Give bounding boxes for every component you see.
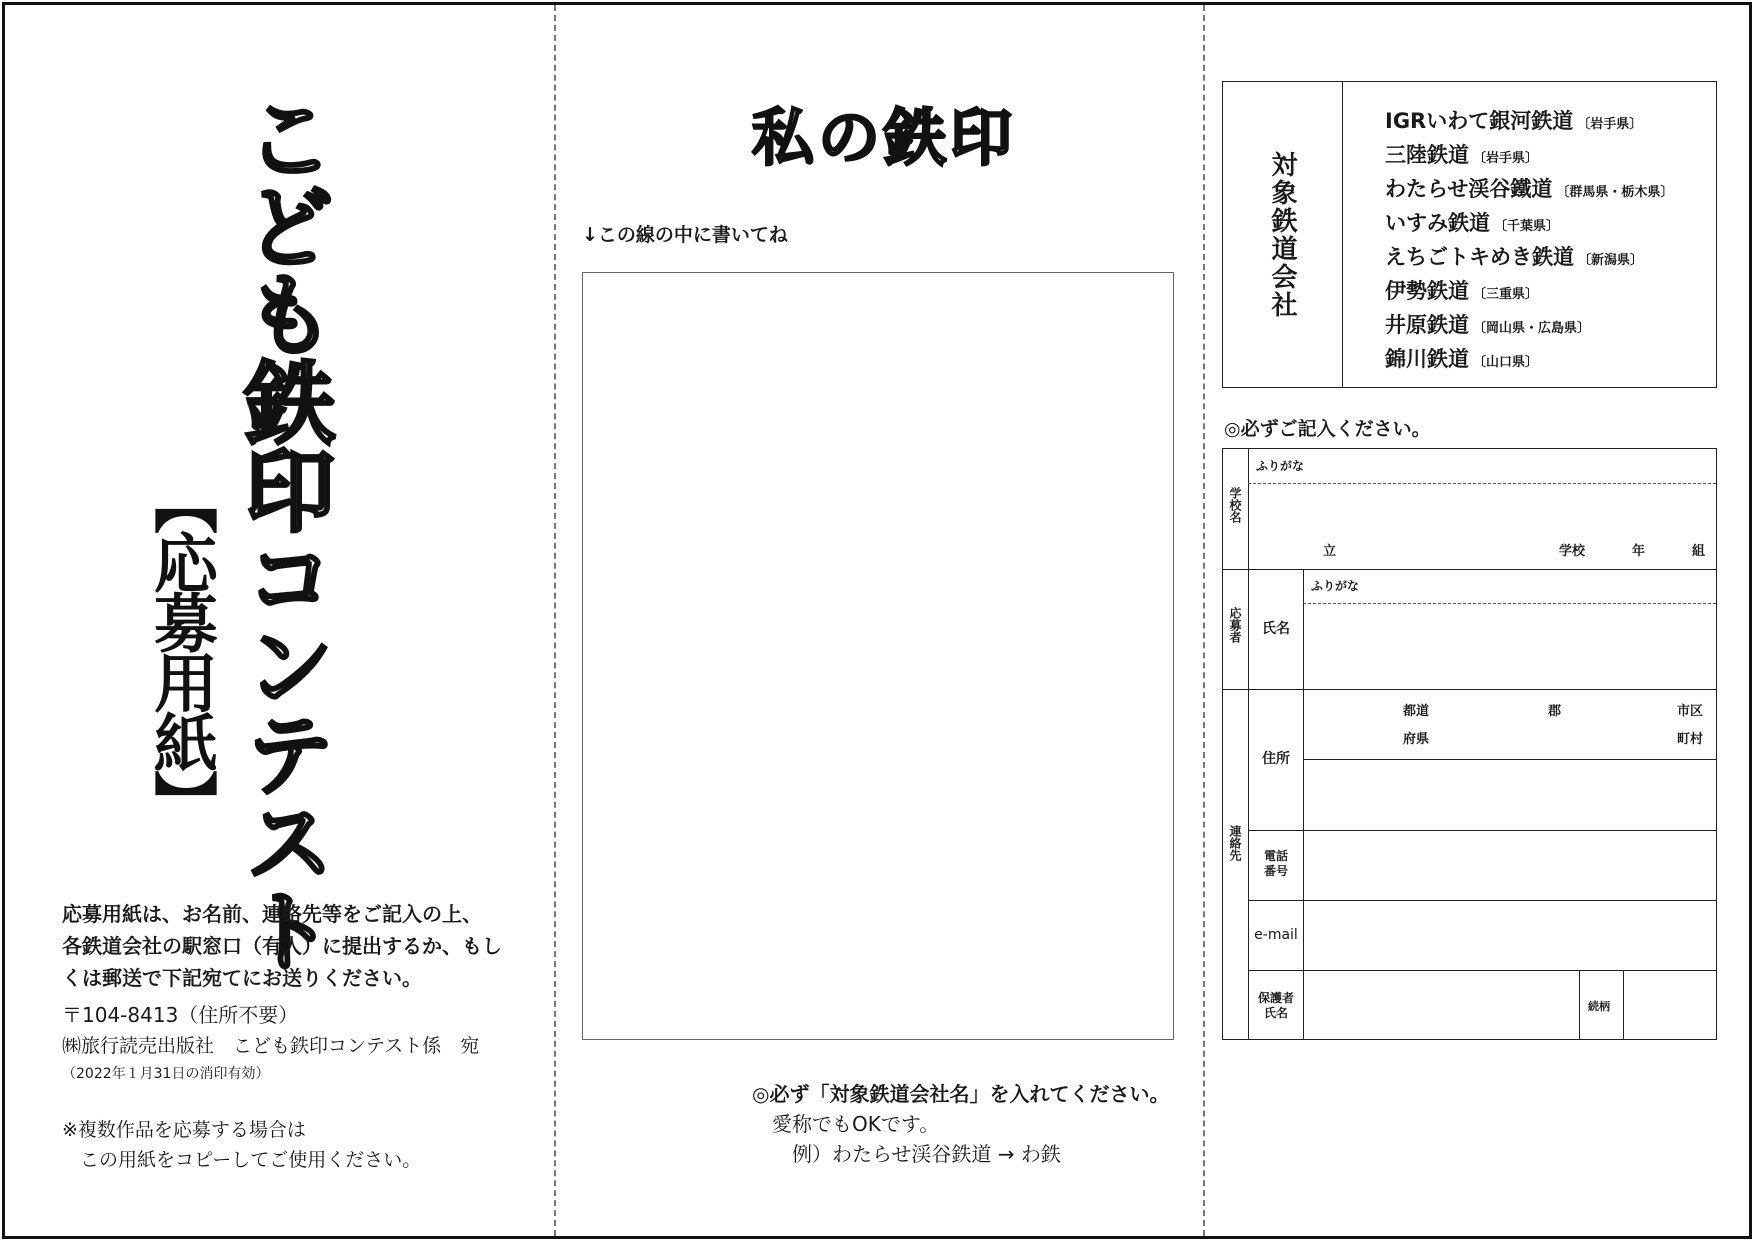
- deadline-note: （2022年１月31日の消印有効）: [62, 1066, 270, 1082]
- phone-label: 電話 番号: [1263, 849, 1288, 878]
- phone-field[interactable]: [1304, 831, 1716, 900]
- copy-note-2: この用紙をコピーしてご使用ください。: [80, 1149, 422, 1171]
- row-divider: [1223, 569, 1716, 570]
- gun-label: 郡: [1548, 704, 1562, 719]
- address-field[interactable]: [1304, 690, 1716, 830]
- school-name-field[interactable]: [1249, 485, 1716, 569]
- required-notice: ◎必ずご記入ください。: [1224, 418, 1431, 440]
- furigana-line: [1248, 483, 1716, 484]
- applicant-label: 応募者: [1228, 607, 1242, 643]
- guardian-name-field[interactable]: [1304, 971, 1579, 1039]
- copy-note-1: ※複数作品を応募する場合は: [62, 1119, 306, 1141]
- postal-code: 〒104-8413（住所不要）: [62, 1003, 299, 1027]
- choson-label: 町村: [1677, 732, 1704, 747]
- target-companies-label: 対象鉄道会社: [1223, 82, 1343, 387]
- furigana-line: [1303, 603, 1716, 604]
- instruction-line: 応募用紙は、お名前、連絡先等をご記入の上、: [62, 902, 482, 926]
- drawing-hint: ↓この線の中に書いてね: [582, 224, 788, 246]
- contact-label: 連絡先: [1228, 825, 1242, 861]
- todo-label: 都道: [1403, 704, 1430, 719]
- relation-divider: [1579, 970, 1580, 1039]
- relation-field[interactable]: [1624, 971, 1716, 1039]
- company-item: えちごトキめき鉄道 〔新潟県〕: [1385, 245, 1644, 269]
- name-furigana-label: ふりがな: [1311, 579, 1360, 593]
- name-field[interactable]: [1304, 605, 1716, 689]
- ritsu-label: 立: [1323, 544, 1337, 559]
- fuken-label: 府県: [1403, 732, 1430, 747]
- example-note: 例）わたらせ渓谷鉄道 → わ鉄: [792, 1142, 1061, 1166]
- fold-line-right: [1203, 5, 1205, 1236]
- application-form-title: 【応募用紙】: [143, 470, 217, 830]
- gakko-label: 学校: [1559, 544, 1586, 559]
- fold-line-left: [554, 5, 556, 1236]
- company-item: わたらせ渓谷鐵道 〔群馬県・栃木県〕: [1385, 177, 1674, 201]
- email-field[interactable]: [1304, 901, 1716, 970]
- nickname-note: 愛称でもOKです。: [772, 1112, 940, 1136]
- instruction-line: くは郵送で下記宛てにお送りください。: [62, 966, 422, 990]
- school-label: 学校名: [1228, 487, 1242, 523]
- guardian-label: 保護者 氏名: [1257, 991, 1294, 1020]
- class-label: 組: [1692, 544, 1706, 559]
- shiku-label: 市区: [1677, 704, 1704, 719]
- contest-title: こども鉄印コンテスト: [229, 92, 334, 972]
- company-item: 錦川鉄道 〔山口県〕: [1385, 347, 1539, 371]
- grade-label: 年: [1632, 544, 1646, 559]
- school-furigana-label: ふりがな: [1256, 459, 1305, 473]
- company-list: [1385, 104, 1673, 376]
- address-label: 住所: [1262, 751, 1290, 767]
- company-item: 井原鉄道 〔岡山県・広島県〕: [1385, 313, 1591, 337]
- company-item: IGRいわて銀河鉄道 〔岩手県〕: [1385, 109, 1643, 133]
- company-item: 三陸鉄道 〔岩手県〕: [1385, 143, 1539, 167]
- name-label: 氏名: [1262, 621, 1290, 637]
- drawing-title: 私の鉄印: [752, 101, 1017, 174]
- company-name-note: ◎必ず「対象鉄道会社名」を入れてください。: [752, 1082, 1170, 1106]
- mailing-address: ㈱旅行読売出版社 こども鉄印コンテスト係 宛: [62, 1035, 480, 1057]
- drawing-area[interactable]: [582, 272, 1174, 1040]
- company-item: 伊勢鉄道 〔三重県〕: [1385, 279, 1539, 303]
- email-label: e-mail: [1254, 927, 1298, 943]
- entry-form: [1222, 448, 1717, 1040]
- instructions: [62, 898, 502, 994]
- target-companies-box: [1222, 81, 1717, 388]
- relation-label: 続柄: [1588, 1000, 1610, 1013]
- instruction-line: 各鉄道会社の駅窓口（有人）に提出するか、もし: [62, 934, 502, 958]
- company-item: いすみ鉄道 〔千葉県〕: [1385, 211, 1560, 235]
